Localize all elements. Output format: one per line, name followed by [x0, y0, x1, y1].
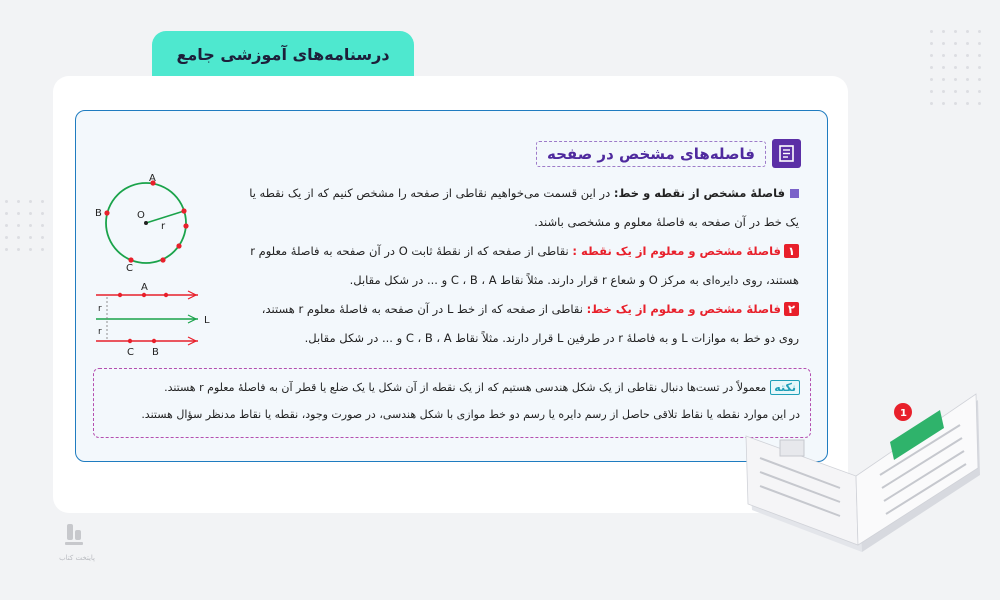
upper-point-3 — [164, 293, 168, 297]
item2-line-1 — [262, 302, 799, 316]
header-tag: درسنامه‌های آموزشی جامع — [152, 31, 414, 78]
label-b: B — [95, 208, 102, 219]
center-point — [144, 221, 148, 225]
label-b: B — [152, 347, 159, 358]
label-a: A — [149, 173, 156, 184]
label-c: C — [127, 347, 134, 358]
item1-term: فاصلهٔ مشخص و معلوم از یک نقطه : — [572, 244, 781, 258]
decor-dots-top — [930, 30, 990, 140]
publisher-logo-text: پایتخت کتاب — [59, 554, 95, 562]
parallel-lines-figure — [88, 281, 218, 361]
section-title-text: فاصله‌های مشخص در صفحه — [536, 141, 766, 167]
label-r-lower: r — [98, 327, 102, 337]
label-r-upper: r — [98, 304, 102, 314]
point-b — [104, 210, 109, 215]
item1-text-1: نقاطی از صفحه که از نقطهٔ ثابت O در آن صفحه به فاصلهٔ معلوم r — [250, 244, 569, 258]
intro-line-2: یک خط در آن صفحه به فاصلهٔ معلوم و مشخصی باشند. — [534, 215, 799, 229]
book-figure-box — [780, 440, 804, 456]
point-extra-2 — [160, 257, 165, 262]
item2-line-2: روی دو خط به موازات L و به فاصلهٔ r در طرفین L قرار دارند. مثلاً نقاط C ، B ، A و ... در شکل مقابل. — [304, 331, 799, 345]
point-extra-3 — [183, 223, 188, 228]
label-o: O — [137, 210, 145, 221]
decor-dots-left — [5, 200, 55, 270]
intro-term: فاصلهٔ مشخص از نقطه و خط: — [613, 186, 785, 200]
item1-number: ۱ — [784, 244, 799, 258]
upper-point-1 — [118, 293, 122, 297]
point-b — [152, 339, 156, 343]
label-c: C — [126, 263, 133, 274]
point-c — [128, 339, 132, 343]
point-a — [142, 293, 146, 297]
label-l: L — [204, 315, 210, 326]
intro-line-1 — [249, 186, 799, 200]
label-r: r — [161, 221, 166, 232]
publisher-logo-icon — [55, 522, 95, 552]
notebook-icon — [772, 139, 801, 168]
lesson-frame — [75, 110, 828, 462]
note-label: نکته — [770, 380, 800, 395]
intro-text-1: در این قسمت می‌خواهیم نقاطی از صفحه را مشخص کنیم که از یک نقطه یا — [249, 186, 611, 200]
note-box — [93, 368, 811, 438]
book-illustration — [740, 380, 985, 555]
item2-number: ۲ — [784, 302, 799, 316]
point-extra-1 — [176, 243, 181, 248]
publisher-logo — [55, 522, 95, 562]
item2-term: فاصلهٔ مشخص و معلوم از یک خط: — [586, 302, 781, 316]
circle-figure — [91, 171, 201, 281]
book-number: 1 — [900, 408, 907, 419]
label-a: A — [141, 282, 148, 293]
note-line-1 — [164, 380, 800, 395]
book-right-page — [856, 394, 978, 545]
item1-line-1 — [250, 244, 799, 258]
section-title — [536, 139, 801, 168]
item2-text-1: نقاطی از صفحه که از خط L در آن صفحه به فاصلهٔ معلوم r هستند، — [261, 302, 583, 316]
bullet-square-icon — [790, 189, 799, 198]
item1-line-2: هستند، روی دایره‌ای به مرکز O و شعاع r قرار دارند. مثلاً نقاط C ، B ، A و ... در شکل مقابل. — [349, 273, 799, 287]
point-radius-end — [181, 208, 186, 213]
note-line-2: در این موارد نقطه یا نقاط تلاقی حاصل از رسم دایره یا رسم دو خط موازی با شکل هندسی، در صورت وجود، نقطه یا نقاط مدنظر سؤال هستند. — [141, 408, 800, 421]
point-c — [128, 257, 133, 262]
note-text-1: معمولاً در تست‌ها دنبال نقاطی از یک شکل هندسی هستیم که از یک نقطه از آن شکل یا یک ضلع یا قطر آن به فاصلهٔ معلوم r هستند. — [164, 381, 767, 394]
